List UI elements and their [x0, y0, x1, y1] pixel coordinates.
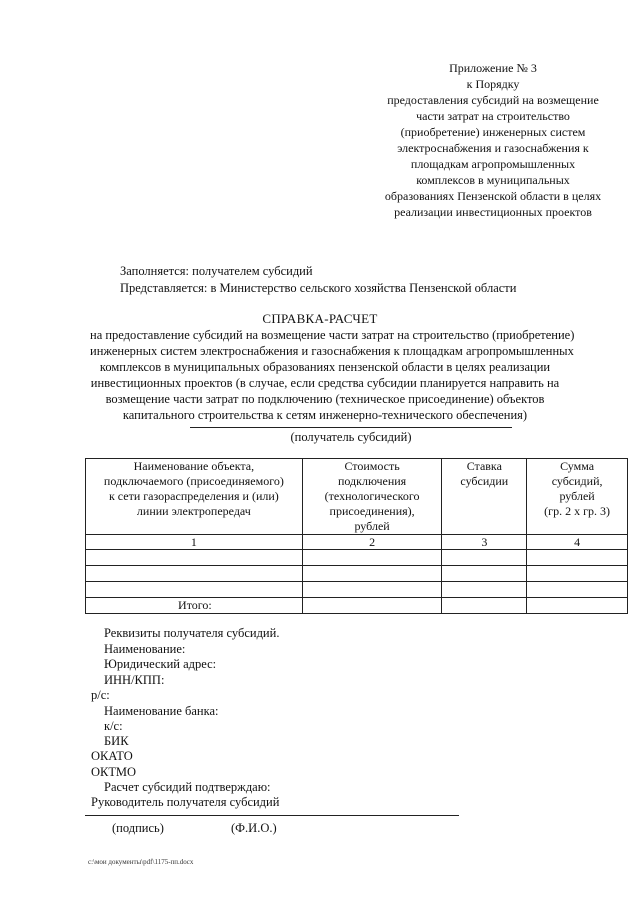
- column-number: 3: [442, 535, 527, 550]
- table-cell[interactable]: [302, 550, 442, 566]
- confirm-text: Расчет субсидий подтверждаю:: [104, 780, 271, 794]
- table-cell[interactable]: [527, 582, 628, 598]
- table-cell[interactable]: [442, 582, 527, 598]
- column-number: 2: [302, 535, 442, 550]
- document-subtitle: [90, 327, 575, 423]
- total-label: Итого:: [86, 598, 303, 614]
- requisite-inn-kpp-label: ИНН/КПП:: [104, 673, 165, 687]
- appendix-line: электроснабжения и газоснабжения к: [397, 141, 589, 155]
- submitted-to-text: Представляется: в Министерство сельского хозяйства Пензенской области: [120, 281, 517, 295]
- subtitle-line: капитального строительства к сетям инженерно-технического обеспечения): [122, 408, 528, 422]
- table-cell[interactable]: [86, 566, 303, 582]
- table-cell[interactable]: [302, 566, 442, 582]
- header-text: субсидии: [460, 474, 509, 488]
- appendix-line: реализации инвестиционных проектов: [394, 205, 592, 219]
- table-header-row: [86, 459, 628, 535]
- table-row: [86, 550, 628, 566]
- header-object-name: [86, 459, 303, 535]
- header-text: субсидий,: [551, 474, 603, 488]
- calculation-table: [85, 458, 628, 614]
- column-number-row: [86, 535, 628, 550]
- header-text: Стоимость: [344, 459, 400, 473]
- header-text: рублей: [559, 489, 595, 503]
- document-title: СПРАВКА-РАСЧЕТ: [262, 311, 378, 326]
- head-label: Руководитель получателя субсидий: [91, 795, 280, 809]
- table-cell[interactable]: [86, 550, 303, 566]
- header-text: присоединения),: [329, 504, 415, 518]
- table-cell[interactable]: [527, 566, 628, 582]
- subtitle-line: комплексов в муниципальных образованиях пензенской области в целях реализации: [99, 360, 551, 374]
- appendix-line: площадкам агропромышленных: [410, 157, 576, 171]
- requisite-name-label: Наименование:: [104, 642, 186, 656]
- total-cell[interactable]: [302, 598, 442, 614]
- header-text: Сумма: [560, 459, 595, 473]
- header-text: Наименование объекта,: [133, 459, 255, 473]
- requisite-okato-label: ОКАТО: [91, 749, 133, 763]
- subtitle-line: на предоставление субсидий на возмещение части затрат на строительство (приобретение): [90, 328, 575, 342]
- header-text: (технологического: [324, 489, 420, 503]
- table-row: [86, 566, 628, 582]
- requisite-address-label: Юридический адрес:: [104, 657, 217, 671]
- appendix-line: части затрат на строительство: [416, 109, 570, 123]
- footer-file-path: c:\мои документы\pdf\1175-пп.docx: [88, 858, 194, 866]
- header-text: подключаемого (присоединяемого): [103, 474, 284, 488]
- appendix-line: комплексов в муниципальных: [416, 173, 570, 187]
- header-text: линии электропередач: [136, 504, 251, 518]
- table-cell[interactable]: [442, 550, 527, 566]
- requisite-account-label: р/с:: [91, 688, 110, 702]
- header-connection-cost: [302, 459, 442, 535]
- header-subsidy-rate: [442, 459, 527, 535]
- column-number: 1: [86, 535, 303, 550]
- appendix-line: Приложение № 3: [449, 61, 537, 75]
- appendix-line: к Порядку: [466, 77, 520, 91]
- total-cell[interactable]: [527, 598, 628, 614]
- appendix-line: (приобретение) инженерных систем: [400, 125, 586, 139]
- table-cell[interactable]: [302, 582, 442, 598]
- requisite-corr-account-label: к/с:: [104, 719, 123, 733]
- full-name-caption: (Ф.И.О.): [231, 821, 277, 835]
- total-row: [86, 598, 628, 614]
- header-text: Ставка: [466, 459, 502, 473]
- column-number: 4: [527, 535, 628, 550]
- table-cell[interactable]: [86, 582, 303, 598]
- table-cell[interactable]: [442, 566, 527, 582]
- appendix-header: [368, 60, 618, 220]
- requisite-bank-name-label: Наименование банка:: [104, 704, 219, 718]
- total-cell[interactable]: [442, 598, 527, 614]
- table-cell[interactable]: [527, 550, 628, 566]
- header-text: к сети газораспределения и (или): [108, 489, 279, 503]
- recipient-caption: (получатель субсидий): [290, 430, 412, 444]
- filled-by-text: Заполняется: получателем субсидий: [120, 264, 313, 278]
- requisites-heading: Реквизиты получателя субсидий.: [104, 626, 280, 640]
- subtitle-line: инвестиционных проектов (в случае, если средства субсидии планируется направить на: [90, 376, 560, 390]
- requisite-bik-label: БИК: [104, 734, 129, 748]
- header-text: подключения: [337, 474, 407, 488]
- signature-caption: (подпись): [112, 821, 164, 835]
- recipient-fill-line[interactable]: [190, 427, 512, 428]
- header-text: рублей: [354, 519, 390, 533]
- requisite-oktmo-label: ОКТМО: [91, 765, 136, 779]
- subtitle-line: инженерных систем электроснабжения и газоснабжения к площадкам агропромышленных: [90, 344, 574, 358]
- header-subsidy-sum: [527, 459, 628, 535]
- header-text: (гр. 2 х гр. 3): [544, 504, 611, 518]
- signature-line[interactable]: [85, 815, 459, 816]
- subtitle-line: возмещение части затрат по подключению (техническое присоединение) объектов: [105, 392, 545, 406]
- appendix-line: образованиях Пензенской области в целях: [384, 189, 602, 203]
- table-row: [86, 582, 628, 598]
- appendix-line: предоставления субсидий на возмещение: [387, 93, 599, 107]
